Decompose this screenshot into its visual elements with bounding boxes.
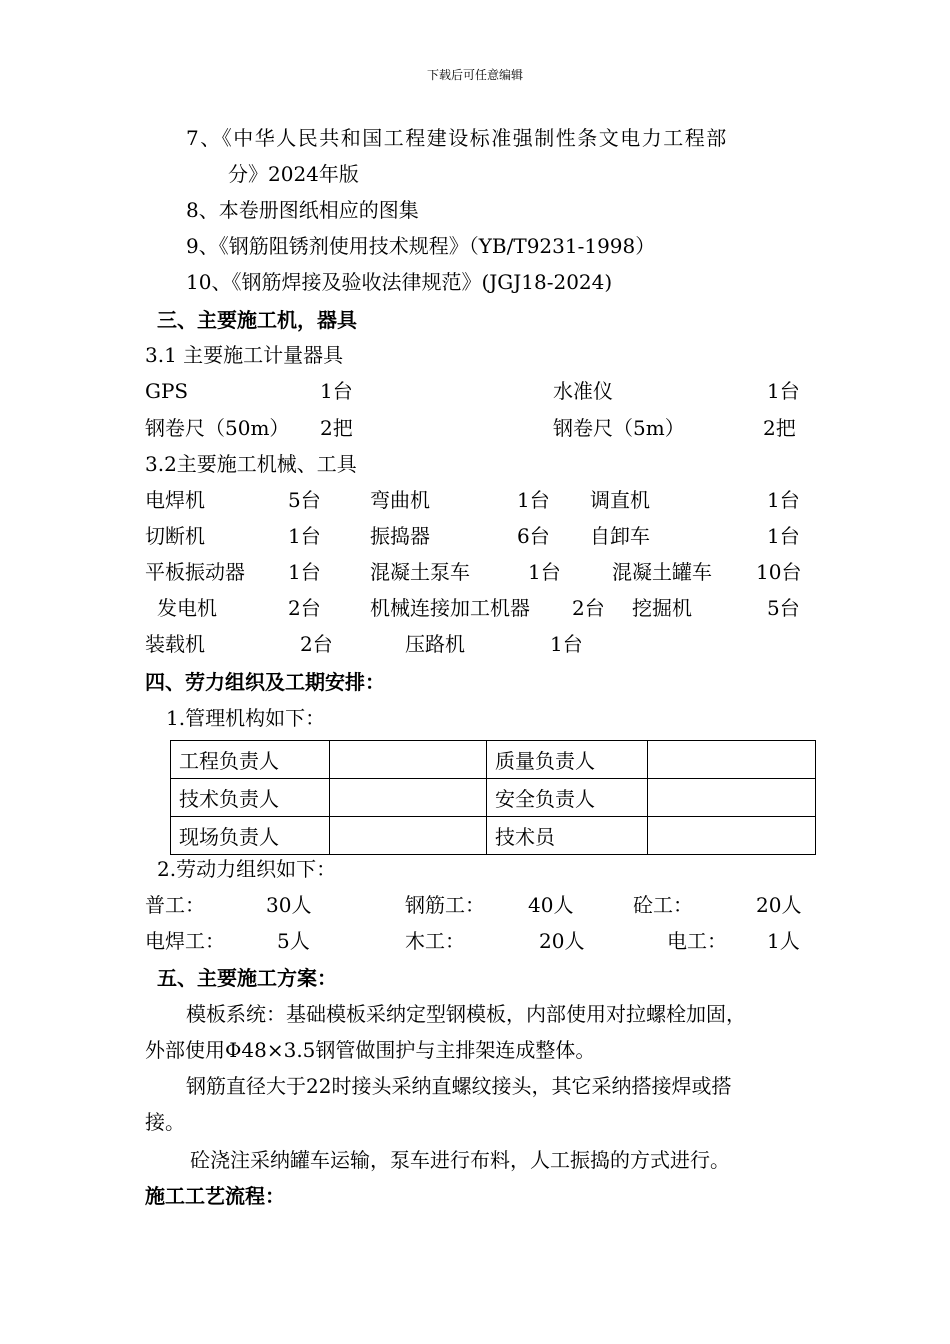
table-cell xyxy=(330,779,487,817)
table-cell: 安全负责人 xyxy=(487,779,648,817)
machine-name: 自卸车 xyxy=(590,524,650,548)
labor-count: 20人 xyxy=(756,893,802,917)
labor-role: 钢筋工： xyxy=(405,893,485,917)
measure-qty: 1台 xyxy=(767,379,800,403)
table-cell: 技术员 xyxy=(487,817,648,855)
measure-name: 水准仪 xyxy=(553,379,613,403)
labor-count: 40人 xyxy=(528,893,574,917)
machine-qty: 2台 xyxy=(300,632,333,656)
flow-title: 施工工艺流程： xyxy=(145,1184,285,1208)
machine-qty: 1台 xyxy=(550,632,583,656)
section3-sub2: 3.2主要施工机械、工具 xyxy=(145,452,357,476)
para2-line2: 接。 xyxy=(145,1110,185,1134)
para2-line1: 钢筋直径大于22时接头采纳直螺纹接头，其它采纳搭接焊或搭 xyxy=(186,1074,732,1098)
table-cell: 现场负责人 xyxy=(171,817,330,855)
labor-count: 20人 xyxy=(539,929,585,953)
machine-name: 混凝土泵车 xyxy=(370,560,470,584)
table-cell xyxy=(330,741,487,779)
labor-count: 30人 xyxy=(266,893,312,917)
table-cell xyxy=(330,817,487,855)
machine-qty: 1台 xyxy=(767,524,800,548)
labor-role: 木工： xyxy=(405,929,465,953)
machine-qty: 1台 xyxy=(288,524,321,548)
measure-qty: 1台 xyxy=(320,379,353,403)
section4-title: 四、劳力组织及工期安排： xyxy=(145,670,385,694)
ref-10: 10、《钢筋焊接及验收法律规范》(JGJ18-2024) xyxy=(186,270,613,294)
table-cell: 质量负责人 xyxy=(487,741,648,779)
table-cell: 工程负责人 xyxy=(171,741,330,779)
measure-name: 钢卷尺（5m） xyxy=(553,416,685,440)
para3: 砼浇注采纳罐车运输，泵车进行布料，人工振捣的方式进行。 xyxy=(190,1148,730,1172)
labor-count: 1人 xyxy=(767,929,800,953)
ref-7-line1: 7、《中华人民共和国工程建设标准强制性条文电力工程部 xyxy=(186,126,728,150)
machine-name: 挖掘机 xyxy=(632,596,692,620)
machine-name: 切断机 xyxy=(145,524,205,548)
machine-qty: 6台 xyxy=(517,524,550,548)
measure-name: GPS xyxy=(145,379,189,403)
labor-role: 普工： xyxy=(145,893,205,917)
section4-sub2: 2.劳动力组织如下： xyxy=(157,857,337,881)
machine-qty: 1台 xyxy=(517,488,550,512)
labor-role: 电工： xyxy=(667,929,727,953)
measure-qty: 2把 xyxy=(763,416,796,440)
labor-count: 5人 xyxy=(277,929,310,953)
table-row xyxy=(171,741,816,779)
machine-name: 压路机 xyxy=(405,632,465,656)
header-note: 下载后可任意编辑 xyxy=(426,68,523,82)
machine-qty: 5台 xyxy=(767,596,800,620)
machine-name: 装载机 xyxy=(145,632,205,656)
machine-qty: 10台 xyxy=(756,560,802,584)
section3-title: 三、主要施工机，器具 xyxy=(157,308,357,332)
ref-7-line2: 分》2024年版 xyxy=(228,162,359,186)
section5-title: 五、主要施工方案： xyxy=(157,966,337,990)
table-cell: 技术负责人 xyxy=(171,779,330,817)
machine-name: 振捣器 xyxy=(370,524,430,548)
management-table xyxy=(170,740,816,855)
table-cell xyxy=(648,779,816,817)
machine-qty: 2台 xyxy=(572,596,605,620)
machine-name: 调直机 xyxy=(590,488,650,512)
table-cell xyxy=(648,817,816,855)
machine-qty: 1台 xyxy=(528,560,561,584)
section3-sub1: 3.1 主要施工计量器具 xyxy=(145,343,344,367)
machine-qty: 1台 xyxy=(767,488,800,512)
machine-name: 电焊机 xyxy=(145,488,205,512)
machine-qty: 5台 xyxy=(288,488,321,512)
machine-name: 混凝土罐车 xyxy=(612,560,712,584)
para1-line2: 外部使用Φ48×3.5钢管做围护与主排架连成整体。 xyxy=(145,1038,596,1062)
measure-name: 钢卷尺（50m） xyxy=(145,416,290,440)
machine-name: 机械连接加工机器 xyxy=(370,596,530,620)
table-row xyxy=(171,817,816,855)
machine-name: 发电机 xyxy=(157,596,217,620)
measure-qty: 2把 xyxy=(320,416,353,440)
machine-name: 弯曲机 xyxy=(370,488,430,512)
machine-name: 平板振动器 xyxy=(145,560,245,584)
machine-qty: 2台 xyxy=(288,596,321,620)
ref-9: 9、《钢筋阻锈剂使用技术规程》（YB/T9231-1998） xyxy=(186,234,656,258)
machine-qty: 1台 xyxy=(288,560,321,584)
labor-role: 电焊工： xyxy=(145,929,225,953)
ref-8: 8、本卷册图纸相应的图集 xyxy=(186,198,419,222)
labor-role: 砼工： xyxy=(633,893,693,917)
table-cell xyxy=(648,741,816,779)
table-row xyxy=(171,779,816,817)
section4-sub1: 1.管理机构如下： xyxy=(166,706,326,730)
para1-line1: 模板系统：基础模板采纳定型钢模板，内部使用对拉螺栓加固， xyxy=(186,1002,746,1026)
